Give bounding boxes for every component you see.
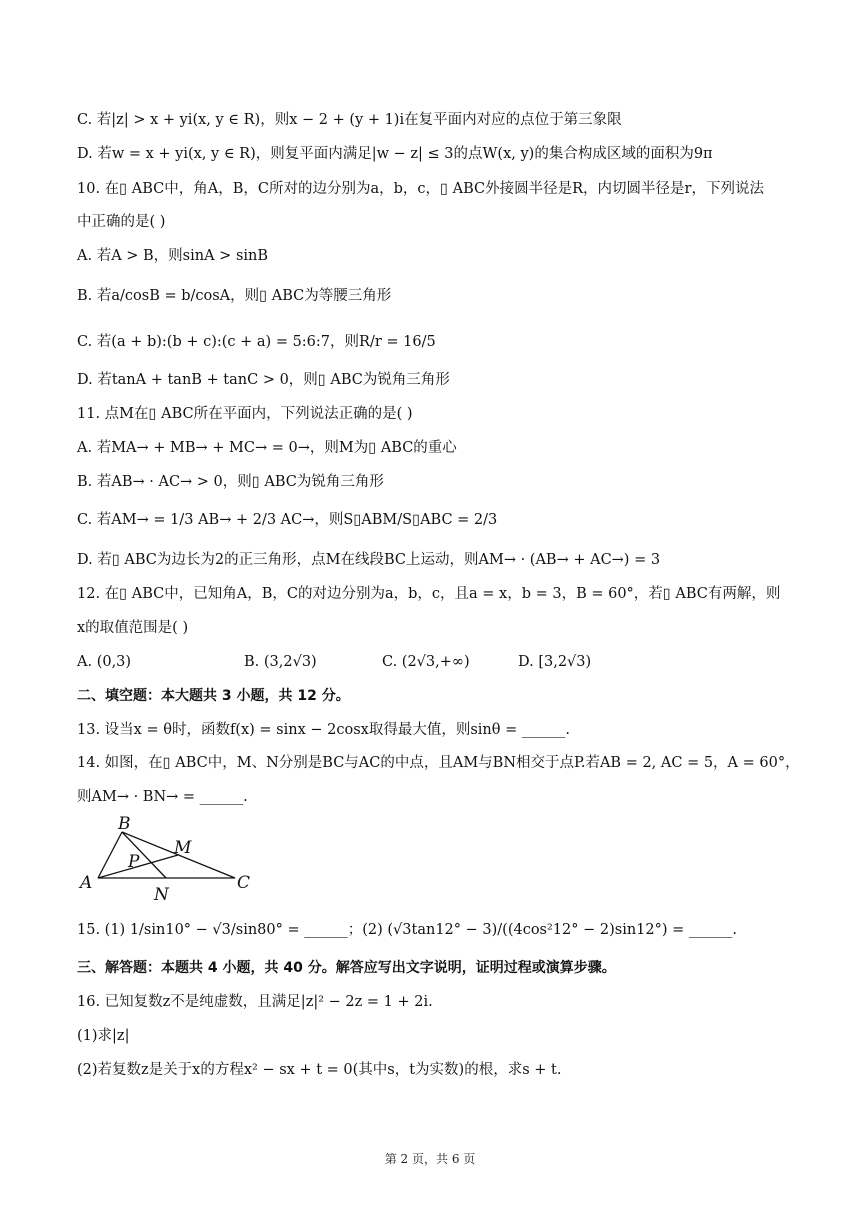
q12-option-b: B. (3,2√3) — [244, 654, 317, 670]
label-b: B — [118, 814, 131, 834]
q10-option-d: D. 若tanA + tanB + tanC > 0，则▯ ABC为锐角三角形 — [77, 372, 450, 388]
q10-stem-line1: 10. 在▯ ABC中，角A，B，C所对的边分别为a，b，c，▯ ABC外接圆半径是R，内切圆半径是r，下列说法 — [77, 181, 764, 197]
q16-part2: (2)若复数z是关于x的方程x² − sx + t = 0(其中s，t为实数)的根，求s + t. — [77, 1062, 562, 1078]
q11-option-b: B. 若AB→ · AC→ > 0，则▯ ABC为锐角三角形 — [77, 474, 384, 490]
label-c: C — [237, 873, 251, 893]
q9-option-c: C. 若|z| > x + yi(x, y ∈ R)，则x − 2 + (y + 1)i在复平面内对应的点位于第三象限 — [77, 112, 622, 128]
q10-option-a: A. 若A > B，则sinA > sinB — [77, 248, 269, 264]
label-n: N — [154, 885, 169, 902]
q9-option-d: D. 若w = x + yi(x, y ∈ R)，则复平面内满足|w − z| ≤ 3的点W(x, y)的集合构成区域的面积为9π — [77, 146, 713, 162]
section-fill-in-heading: 二、填空题：本大题共 3 小题，共 12 分。 — [77, 688, 350, 704]
q12-stem-line2: x的取值范围是( ) — [77, 620, 189, 636]
q12-option-c: C. (2√3,+∞) — [382, 654, 470, 670]
q12-option-d: D. [3,2√3) — [518, 654, 592, 670]
triangle-figure — [78, 812, 268, 902]
q11-option-c: C. 若AM→ = 1/3 AB→ + 2/3 AC→，则S▯ABM/S▯ABC = 2/3 — [77, 512, 498, 528]
q11-option-a: A. 若MA→ + MB→ + MC→ = 0→，则M为▯ ABC的重心 — [77, 440, 457, 456]
q11-stem: 11. 点M在▯ ABC所在平面内，下列说法正确的是( ) — [77, 406, 413, 422]
q10-option-c: C. 若(a + b):(b + c):(c + a) = 5:6:7，则R/r = 16/5 — [77, 334, 436, 350]
q10-stem-line2: 中正确的是( ) — [77, 214, 166, 230]
label-m: M — [174, 838, 192, 858]
q15-stem: 15. (1) 1/sin10° − √3/sin80° = ______；(2) (√3tan12° − 3)/((4cos²12° − 2)sin12°) = ______. — [77, 922, 738, 938]
q10-option-b: B. 若a/cosB = b/cosA，则▯ ABC为等腰三角形 — [77, 288, 392, 304]
q11-option-d: D. 若▯ ABC为边长为2的正三角形，点M在线段BC上运动，则AM→ · (AB→ + AC→) = 3 — [77, 552, 661, 568]
q13-stem: 13. 设当x = θ时，函数f(x) = sinx − 2cosx取得最大值，则sinθ = ______. — [77, 722, 570, 738]
label-a: A — [80, 873, 93, 893]
section-solution-heading: 三、解答题：本题共 4 小题，共 40 分。解答应写出文字说明，证明过程或演算步骤。 — [77, 960, 616, 976]
page-footer: 第 2 页，共 6 页 — [384, 1152, 476, 1166]
q14-stem-line1: 14. 如图，在▯ ABC中，M、N分别是BC与AC的中点，且AM与BN相交于点P.若AB = 2, AC = 5，A = 60°， — [77, 755, 800, 771]
q16-stem: 16. 已知复数z不是纯虚数，且满足|z|² − 2z = 1 + 2i. — [77, 994, 433, 1010]
segment-ab — [98, 832, 122, 878]
label-p: P — [128, 852, 140, 872]
q12-option-a: A. (0,3) — [77, 654, 132, 670]
q14-stem-line2: 则AM→ · BN→ = ______. — [77, 789, 248, 805]
q16-part1: (1)求|z| — [77, 1028, 130, 1044]
q12-stem-line1: 12. 在▯ ABC中，已知角A，B，C的对边分别为a，b，c，且a = x，b = 3，B = 60°，若▯ ABC有两解，则 — [77, 586, 781, 602]
